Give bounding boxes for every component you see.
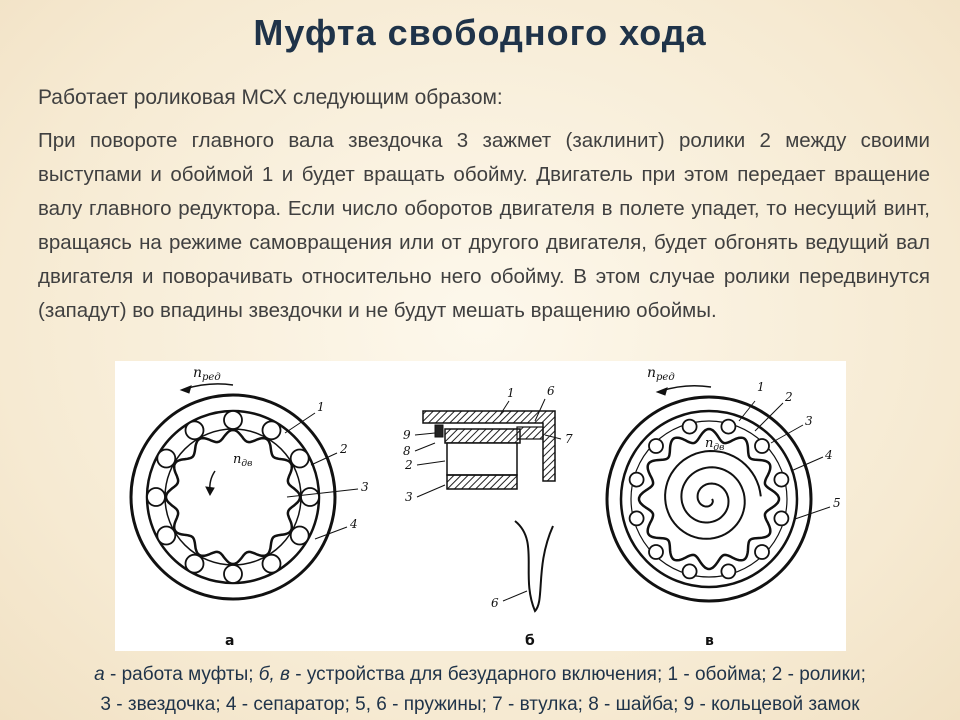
label-n-dv-c: $n_{дв}$ bbox=[705, 436, 725, 453]
outer-race-inner bbox=[147, 411, 319, 583]
roller bbox=[755, 439, 769, 453]
arrowhead-red bbox=[181, 386, 191, 393]
washer-section bbox=[435, 425, 443, 437]
rotation-arrow-red-c bbox=[661, 386, 711, 391]
caption-seg-a: а bbox=[94, 664, 105, 685]
caption-seg-desc-bv: - устройства для безударного включения; 1 - обойма; 2 - ролики; bbox=[289, 664, 866, 685]
roller bbox=[224, 565, 242, 583]
callout-a-1: 1 bbox=[317, 400, 325, 414]
callout-c-4: 4 bbox=[825, 448, 833, 462]
roller bbox=[291, 527, 309, 545]
panel-label-c: в bbox=[705, 633, 714, 649]
roller bbox=[291, 450, 309, 468]
roller bbox=[721, 420, 735, 434]
arrowhead-dv bbox=[206, 487, 214, 495]
figure-caption bbox=[0, 660, 960, 720]
panel-label-b: б bbox=[525, 633, 535, 649]
roller bbox=[683, 420, 697, 434]
roller-section bbox=[447, 443, 517, 475]
label-n-red-a: $n_{ред}$ bbox=[193, 365, 221, 383]
callout-b-1: 1 bbox=[507, 386, 515, 400]
callout-a-2: 2 bbox=[340, 442, 348, 456]
clutch-diagram bbox=[115, 361, 846, 651]
roller bbox=[186, 421, 204, 439]
callout-b-9: 9 bbox=[403, 428, 411, 442]
label-n-red-c: $n_{ред}$ bbox=[647, 365, 675, 383]
caption-line-1 bbox=[0, 660, 960, 690]
roller bbox=[721, 564, 735, 578]
panel-b-diagram bbox=[415, 399, 561, 611]
roller bbox=[649, 439, 663, 453]
sprocket-section bbox=[445, 429, 520, 443]
outer-race-outer-c bbox=[607, 397, 811, 601]
separator-ring bbox=[165, 429, 301, 565]
panel-label-a: а bbox=[225, 633, 235, 649]
roller bbox=[630, 511, 644, 525]
roller bbox=[157, 527, 175, 545]
callout-a-4: 4 bbox=[350, 517, 358, 531]
roller bbox=[683, 564, 697, 578]
clutch-diagram-figure bbox=[115, 361, 846, 651]
roller bbox=[224, 411, 242, 429]
sleeve-section bbox=[517, 427, 543, 439]
spiral-spring bbox=[665, 451, 761, 539]
description-paragraph: При повороте главного вала звездочка 3 зажмет (заклинит) ролики 2 между своими выступами и обоймой 1 и будет вращать обойму. Двигатель при этом передает вращение валу главного редуктора. Если число оборотов двигателя в полете упадет, то несущий винт, вращаясь на режиме самовращения или от другого двигателя, будет обгонять ведущий вал двигателя и поворачивать относительно него обойму. В этом случае ролики передвинутся (западут) во впадины звездочки и не будут мешать вращению обоймы. bbox=[38, 129, 930, 322]
callout-b-8: 8 bbox=[403, 444, 411, 458]
roller bbox=[301, 488, 319, 506]
label-n-dv-a: $n_{дв}$ bbox=[233, 452, 253, 469]
roller bbox=[263, 421, 281, 439]
roller bbox=[186, 555, 204, 573]
callout-c-1: 1 bbox=[757, 380, 765, 394]
panel-c-diagram bbox=[607, 386, 830, 601]
callout-b-6-bottom: 6 bbox=[491, 596, 499, 610]
caption-seg-bv: б, в bbox=[258, 664, 290, 685]
roller bbox=[147, 488, 165, 506]
roller bbox=[774, 473, 788, 487]
roller bbox=[649, 545, 663, 559]
caption-seg-desc-a: - работа муфты; bbox=[104, 664, 259, 685]
callout-b-3: 3 bbox=[405, 490, 413, 504]
slide-title: Муфта свободного хода bbox=[253, 12, 707, 53]
callout-c-2: 2 bbox=[785, 390, 793, 404]
arrowhead-red-c bbox=[657, 388, 667, 395]
spring-6-shape bbox=[515, 521, 553, 611]
intro-text: Работает роликовая МСХ следующим образом: bbox=[38, 86, 503, 109]
callout-b-2: 2 bbox=[405, 458, 413, 472]
callout-b-7: 7 bbox=[565, 432, 573, 446]
panel-a-diagram bbox=[131, 384, 358, 599]
callout-a-3: 3 bbox=[361, 480, 369, 494]
callout-c-5: 5 bbox=[833, 496, 841, 510]
callout-c-3: 3 bbox=[805, 414, 813, 428]
roller bbox=[755, 545, 769, 559]
roller bbox=[263, 555, 281, 573]
callout-b-6-top: 6 bbox=[547, 384, 555, 398]
sprocket-outline bbox=[166, 430, 300, 564]
rotation-arrow-red bbox=[185, 384, 233, 389]
roller bbox=[630, 473, 644, 487]
hub-section bbox=[447, 475, 517, 489]
roller bbox=[774, 511, 788, 525]
caption-line-2: 3 - звездочка; 4 - сепаратор; 5, 6 - пружины; 7 - втулка; 8 - шайба; 9 - кольцевой замок bbox=[100, 694, 860, 715]
roller bbox=[157, 450, 175, 468]
